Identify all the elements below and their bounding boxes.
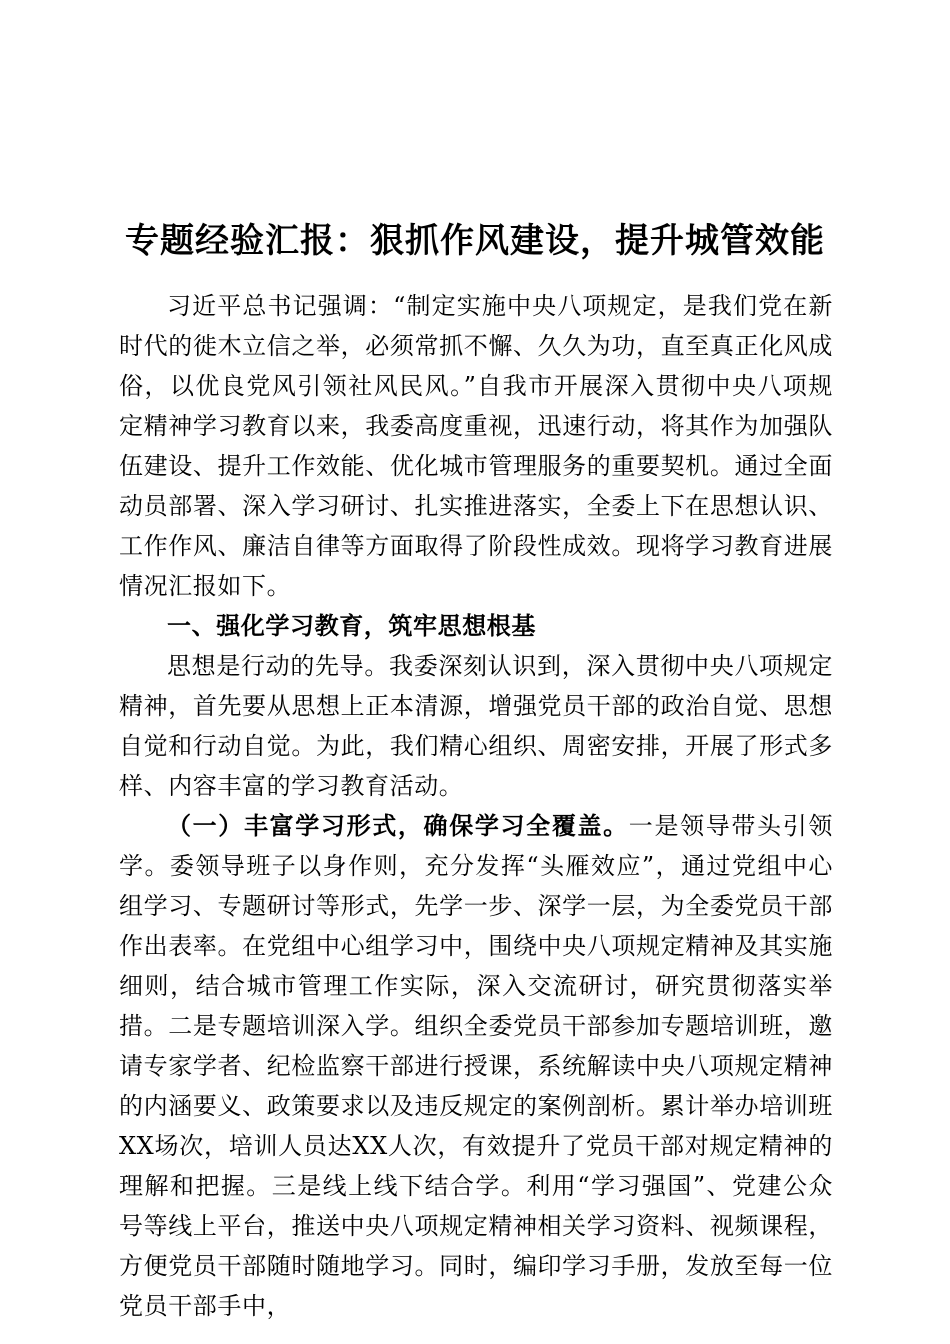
section-1-heading: 一、强化学习教育，筑牢思想根基 bbox=[167, 612, 536, 640]
intro-paragraph: 习近平总书记强调：“制定实施中央八项规定，是我们党在新时代的徙木立信之举，必须常抓不懈、久久为功，直至真正化风成俗，以优良党风引领社风民风。”自我市开展深入贯彻中央八项规定精神学习教育以来，我委高度重视，迅速行动，将其作为加强队伍建设、提升工作效能、优化城市管理服务的重要契机。通过全面动员部署、深入学习研讨、扎实推进落实，全委上下在思想认识、工作作风、廉洁自律等方面取得了阶段性成效。现将学习教育进展情况汇报如下。 bbox=[119, 292, 833, 600]
subsection-1-body: 一是领导带头引领学。委领导班子以身作则，充分发挥“头雁效应”，通过党组中心组学习、专题研讨等形式，先学一步、深学一层，为全委党员干部作出表率。在党组中心组学习中，围绕中央八项规定精神及其实施细则，结合城市管理工作实际，深入交流研讨，研究贯彻落实举措。二是专题培训深入学。组织全委党员干部参加专题培训班，邀请专家学者、纪检监察干部进行授课，系统解读中央八项规定精神的内涵要义、政策要求以及违反规定的案例剖析。累计举办培训班XX场次，培训人员达XX人次，有效提升了党员干部对规定精神的理解和把握。三是线上线下结合学。利用“学习强国”、党建公众号等线上平台，推送中央八项规定精神相关学习资料、视频课程，方便党员干部随时随地学习。同时，编印学习手册，发放至每一位党员干部手中， bbox=[119, 812, 833, 1320]
document-title: 专题经验汇报：狠抓作风建设，提升城管效能 bbox=[125, 220, 825, 261]
document-body bbox=[119, 286, 833, 1326]
subsection-1-paragraph bbox=[119, 806, 833, 1326]
section-1-paragraph: 思想是行动的先导。我委深刻认识到，深入贯彻中央八项规定精神，首先要从思想上正本清源，增强党员干部的政治自觉、思想自觉和行动自觉。为此，我们精心组织、周密安排，开展了形式多样、内容丰富的学习教育活动。 bbox=[119, 652, 833, 800]
subsection-1-heading: （一）丰富学习形式，确保学习全覆盖。 bbox=[167, 811, 629, 840]
